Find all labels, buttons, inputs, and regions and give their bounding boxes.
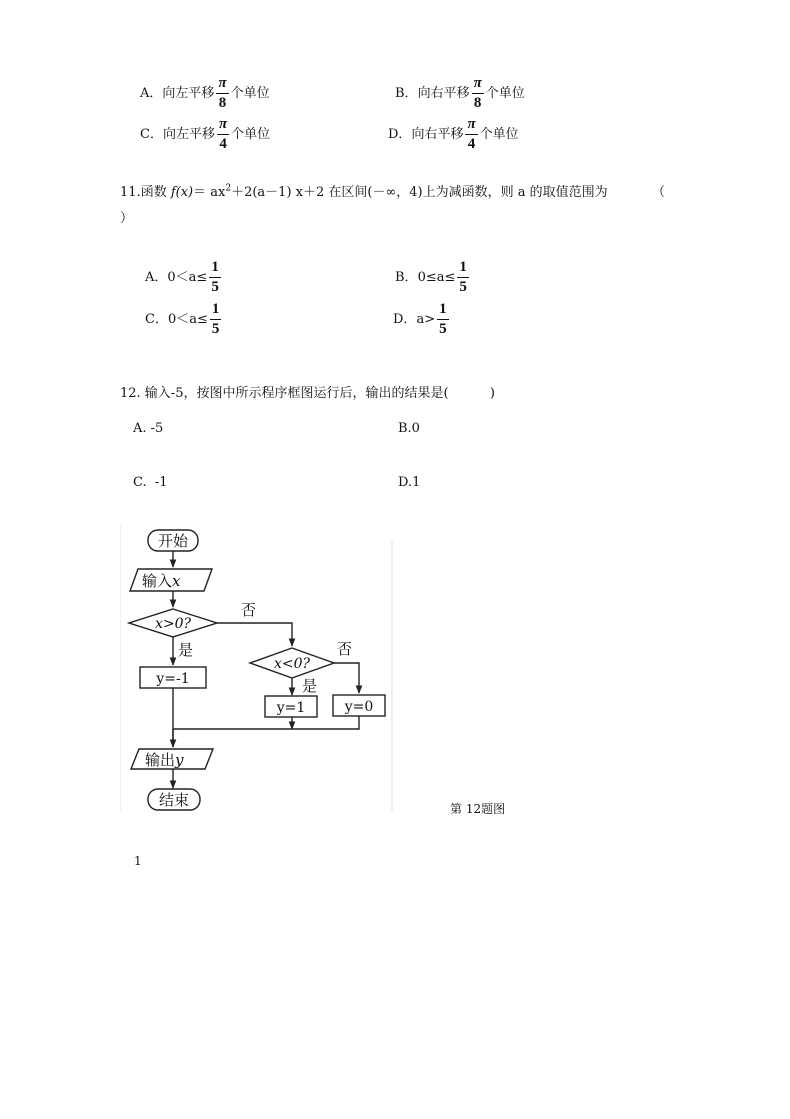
arrow: [217, 623, 292, 646]
branch-yes-label-1: 是: [178, 641, 194, 659]
q11-option-a: [145, 260, 223, 295]
fraction-numerator: π: [217, 117, 229, 135]
fraction-denominator: 5: [211, 321, 220, 337]
option-expr: 0≤a≤: [417, 270, 456, 285]
fraction: [437, 302, 449, 337]
fraction: [209, 260, 221, 295]
option-letter: B．: [395, 270, 418, 285]
q10-option-b: [395, 76, 525, 111]
option-text: 个单位: [230, 86, 270, 101]
start-label: 开始: [157, 532, 189, 550]
option-expr: a>: [416, 312, 436, 327]
flowchart: [120, 523, 395, 813]
y-zero-label: y=0: [344, 699, 374, 715]
function-name: f(x): [170, 185, 194, 200]
fraction-numerator: π: [216, 76, 228, 94]
option-letter: D．: [393, 312, 417, 327]
q11-option-d: [393, 302, 451, 337]
fraction-numerator: 1: [437, 302, 449, 320]
option-text: 个单位: [231, 127, 271, 142]
branch-yes-label-2: 是: [302, 677, 318, 695]
q10-option-a: [140, 76, 270, 111]
option-letter: A．: [140, 86, 163, 101]
q11-option-b: [395, 260, 471, 295]
output-var: y: [175, 751, 184, 769]
branch-no-label-1: 否: [241, 601, 257, 619]
end-label: 结束: [158, 791, 190, 809]
connector-line: [173, 716, 359, 729]
figure-caption: 第 12题图: [450, 802, 506, 816]
q12-option-d: D.1: [398, 475, 421, 490]
stem-text: ＋2(a－1) x＋2 在区间(－∞，4)上为减函数，则 a 的取值范围为: [231, 185, 608, 200]
y-neg-label: y=-1: [156, 671, 190, 687]
page-number: 1: [134, 854, 142, 868]
q12-option-c: C. -1: [133, 475, 168, 490]
fraction-denominator: 8: [473, 95, 482, 111]
q11-option-c: [145, 302, 223, 337]
q12-stem: 12. 输入-5，按图中所示程序框图运行后，输出的结果是( ): [120, 386, 495, 401]
option-letter: C．: [145, 312, 168, 327]
q12-option-b: B.0: [398, 421, 420, 436]
fraction-denominator: 5: [439, 321, 447, 337]
option-text: 向左平移: [162, 127, 215, 142]
output-text: 输出: [145, 751, 176, 769]
fraction: [472, 76, 484, 111]
output-label: [145, 751, 184, 769]
q10-option-d: [388, 117, 519, 152]
q12-option-a: A. -5: [133, 421, 164, 436]
option-letter: D．: [388, 127, 412, 142]
option-expr: 0＜a≤: [167, 312, 208, 327]
arrow: [334, 663, 359, 693]
option-text: 向左平移: [162, 86, 215, 101]
option-text: 个单位: [479, 127, 519, 142]
branch-no-label-2: 否: [337, 640, 353, 658]
option-expr: 0＜a≤: [167, 270, 208, 285]
option-text: 向右平移: [417, 86, 470, 101]
stem-text: 函数: [140, 185, 171, 200]
input-var: x: [172, 572, 181, 590]
fraction-denominator: 4: [467, 136, 476, 152]
stem-text: ＝ ax: [193, 185, 226, 200]
input-text: 输入: [142, 572, 173, 590]
q10-option-c: [140, 117, 270, 152]
condition-2-label: x<0?: [273, 656, 311, 672]
fraction-numerator: 1: [457, 260, 469, 278]
q11-stem: [120, 181, 608, 200]
q11-answer-paren-close: ）: [120, 211, 134, 226]
option-text: 向右平移: [411, 127, 464, 142]
fraction: [457, 260, 469, 295]
fraction-numerator: 1: [210, 302, 222, 320]
condition-1-label: x>0?: [154, 616, 192, 632]
fraction: [210, 302, 222, 337]
input-label: [142, 572, 181, 590]
option-text: 个单位: [485, 86, 525, 101]
exponent: 2: [225, 183, 232, 194]
fraction-numerator: 1: [209, 260, 221, 278]
option-letter: C．: [140, 127, 163, 142]
fraction: [217, 117, 229, 152]
option-letter: A．: [145, 270, 168, 285]
option-letter: B．: [395, 86, 418, 101]
fraction-denominator: 4: [219, 136, 227, 152]
fraction: [216, 76, 228, 111]
q11-answer-paren-open: （: [652, 185, 666, 200]
y-pos-label: y=1: [276, 700, 306, 716]
fraction-denominator: 5: [459, 279, 467, 295]
fraction-denominator: 5: [211, 279, 219, 295]
fraction-numerator: π: [472, 76, 484, 94]
fraction-denominator: 8: [218, 95, 227, 111]
question-number: 11.: [120, 185, 141, 200]
fraction: [465, 117, 477, 152]
fraction-numerator: π: [465, 117, 477, 135]
